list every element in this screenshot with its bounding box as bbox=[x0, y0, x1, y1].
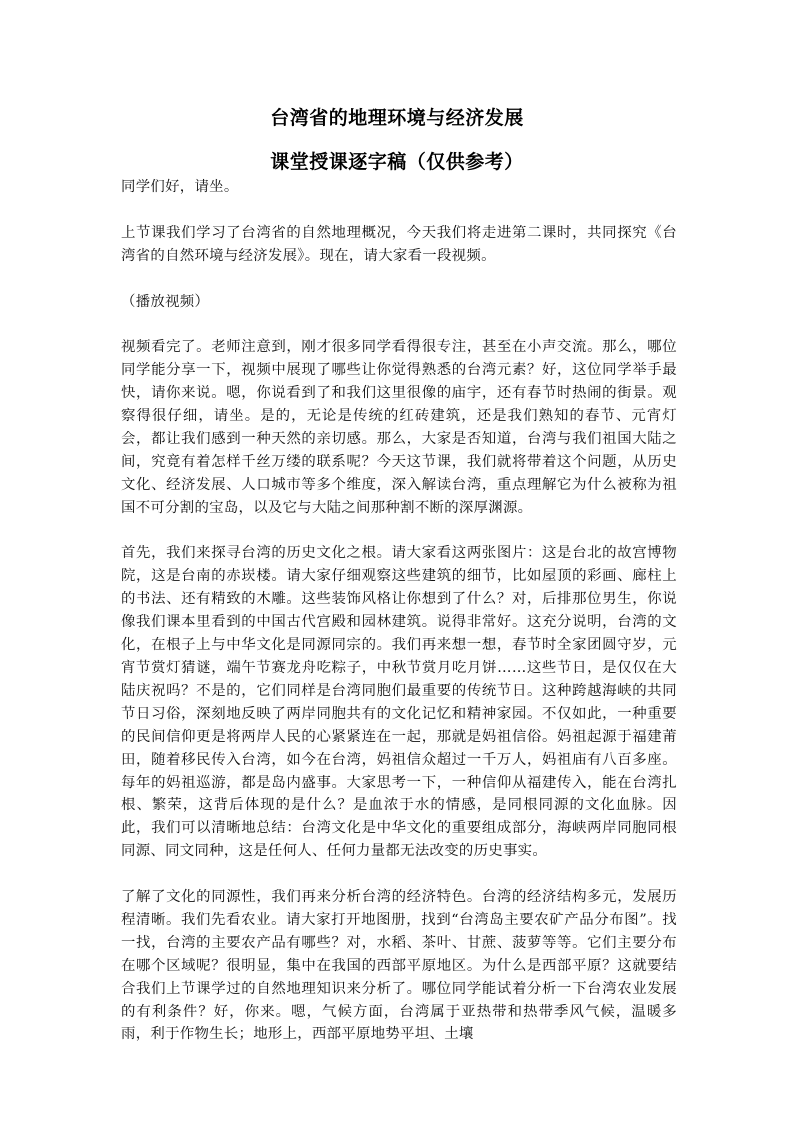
document-body bbox=[121, 176, 677, 1069]
paragraph-history-culture: 首先，我们来探寻台湾的历史文化之根。请大家看这两张图片：这是台北的故宫博物院，这是台南的赤崁楼。请大家仔细观察这些建筑的细节，比如屋顶的彩画、廊柱上的书法、还有精致的木雕。这些装饰风格让你想到了什么？对，后排那位男生，你说像我们课本里看到的中国古代宫殿和园林建筑。说得非常好。这充分说明，台湾的文化，在根子上与中华文化是同源同宗的。我们再来想一想，春节时全家团圆守岁，元宵节赏灯猜谜，端午节赛龙舟吃粽子，中秋节赏月吃月饼……这些节日，是仅仅在大陆庆祝吗？不是的，它们同样是台湾同胞们最重要的传统节日。这种跨越海峡的共同节日习俗，深刻地反映了两岸同胞共有的文化记忆和精神家园。不仅如此，一种重要的民间信仰更是将两岸人民的心紧紧连在一起，那就是妈祖信俗。妈祖起源于福建莆田，随着移民传入台湾，如今在台湾，妈祖信众超过一千万人，妈祖庙有八百多座。每年的妈祖巡游，都是岛内盛事。大家思考一下，一种信仰从福建传入，能在台湾扎根、繁荣，这背后体现的是什么？是血浓于水的情感，是同根同源的文化血脉。因此，我们可以清晰地总结：台湾文化是中华文化的重要组成部分，海峡两岸同胞同根同源、同文同种，这是任何人、任何力量都无法改变的历史事实。 bbox=[121, 545, 677, 860]
paragraph-economy: 了解了文化的同源性，我们再来分析台湾的经济特色。台湾的经济结构多元，发展历程清晰。我们先看农业。请大家打开地图册，找到“台湾岛主要农矿产品分布图”。找一找，台湾的主要农产品有哪些？对，水稻、茶叶、甘蔗、菠萝等等。它们主要分布在哪个区域呢？很明显，集中在我国的西部平原地区。为什么是西部平原？这就要结合我们上节课学过的自然地理知识来分析了。哪位同学能试着分析一下台湾农业发展的有利条件？好，你来。嗯，气候方面，台湾属于亚热带和热带季风气候，温暖多雨，利于作物生长；地形上，西部平原地势平坦、土壤 bbox=[121, 889, 677, 1043]
document-title: 台湾省的地理环境与经济发展 bbox=[270, 107, 524, 129]
paragraph-video-discussion: 视频看完了。老师注意到，刚才很多同学看得很专注，甚至在小声交流。那么，哪位同学能分享一下，视频中展现了哪些让你觉得熟悉的台湾元素？好，这位同学举手最快，请你来说。嗯，你说看到了和我们这里很像的庙宇，还有春节时热闹的街景。观察得很仔细，请坐。是的，无论是传统的红砖建筑，还是我们熟知的春节、元宵灯会，都让我们感到一种天然的亲切感。那么，大家是否知道，台湾与我们祖国大陆之间，究竟有着怎样千丝万缕的联系呢？今天这节课，我们就将带着这个问题，从历史文化、经济发展、人口城市等多个维度，深入解读台湾，重点理解它为什么被称为祖国不可分割的宝岛，以及它与大陆之间那种割不断的深厚渊源。 bbox=[121, 339, 677, 516]
paragraph-video-note: （播放视频） bbox=[121, 293, 210, 310]
document-subtitle: 课堂授课逐字稿（仅供参考） bbox=[270, 151, 524, 173]
paragraph-greeting: 同学们好，请坐。 bbox=[121, 179, 239, 195]
paragraph-intro: 上节课我们学习了台湾省的自然地理概况，今天我们将走进第二课时，共同探究《台湾省的自然环境与经济发展》。现在，请大家看一段视频。 bbox=[121, 224, 677, 264]
